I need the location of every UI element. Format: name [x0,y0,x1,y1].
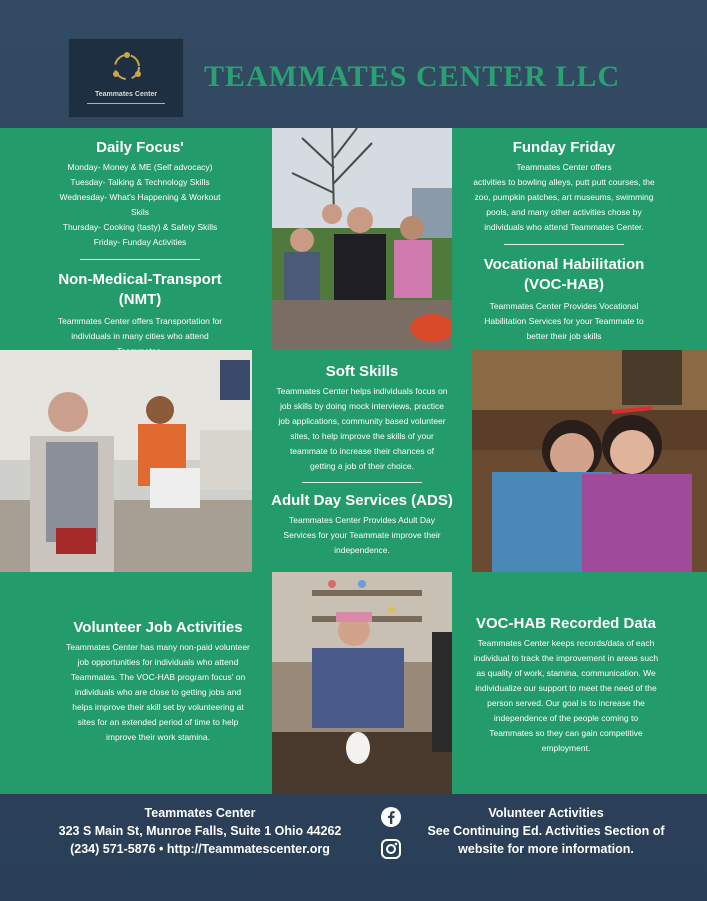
text-line: Teammates Center Provides Adult Day [289,515,435,525]
photo-group-picnic-table [272,128,452,350]
ads-text [262,513,462,558]
funday-text [458,160,670,235]
text-line: zoo, pumpkin patches, art museums, swimming [474,192,654,202]
text-line: job opportunities for individuals who attend [77,657,239,667]
text-line: person served. Our goal is to increase the [487,698,645,708]
voc-hab-heading-line1: Vocational Habilitation [483,256,645,273]
daily-focus-list [50,160,230,250]
logo-underline [87,103,165,104]
funday-heading: Funday Friday [512,139,616,156]
photo-man-painting-craft [272,572,452,794]
volunteer-heading: Volunteer Job Activities [73,619,243,636]
footer-volunteer-line3: website for more information. [458,842,634,856]
footer-address: 323 S Main St, Munroe Falls, Suite 1 Ohio 44262 [58,824,342,838]
soft-skills-text [262,384,462,474]
divider [80,259,200,260]
text-line: independence of the people coming to [493,713,639,723]
funday-section [458,138,670,344]
list-item: Wednesday- What's Happening & Workout Skils [59,192,221,217]
text-line: improve their work stamina. [106,732,210,742]
list-item: Tuesday- Talking & Technology Skills [70,177,210,187]
text-line: Teammates so they can gain competitive [489,728,643,738]
footer-volunteer-title: Volunteer Activities [488,806,604,820]
text-line: independence. [334,545,390,555]
text-line: Teammates Center offers Transportation for [57,316,223,326]
text-line: employment. [541,743,591,753]
text-line: helps improve their skill set by volunteering at [72,702,244,712]
text-line: activities to bowling alleys, putt putt courses, the [473,177,655,187]
text-line: Teammates Center has many non-paid volunteer [66,642,250,652]
text-line: sites, to help improve the skills of your [290,431,434,441]
nmt-heading-line1: Non-Medical-Transport [58,271,222,288]
footer-org-name: Teammates Center [144,806,256,820]
instagram-icon[interactable] [380,838,402,860]
text-line: Services for your Teammate improve their [283,530,441,540]
text-line: sites for an extended period of time to help [77,717,239,727]
nmt-heading-line2: (NMT) [118,291,162,308]
text-line: Habilitation Services for your Teammate to [484,316,644,326]
text-line: teammate to increase their chances of [289,446,435,456]
logo-icon [107,47,147,87]
text-line: pools, and many other activities chose by [486,207,642,217]
recorded-data-text [458,636,674,756]
list-item: Thursday- Cooking (tasty) & Safety Skills [62,222,218,232]
text-line: Teammates Center helps individuals focus on [276,386,448,396]
soft-skills-section [262,362,462,558]
facebook-icon[interactable] [380,806,402,828]
recorded-data-section [458,614,674,756]
text-line: Teammates. The VOC-HAB program focus' on [70,672,246,682]
volunteer-text [52,640,264,745]
text-line: job skills by doing mock interviews, practice [280,401,444,411]
text-line: individual to track the improvement in areas such [473,653,659,663]
voc-hab-text [458,299,670,344]
text-line: individuals who are close to getting jobs and [74,687,242,697]
voc-hab-heading-line2: (VOC-HAB) [524,276,604,293]
footer-volunteer-line2: See Continuing Ed. Activities Section of [427,824,665,838]
text-line: individuals in many cities who attend [71,331,209,341]
volunteer-section [52,618,264,745]
footer-contact [40,804,360,858]
text-line: Teammates Center Provides Vocational [489,301,639,311]
text-line: Teammates Center offers [516,162,612,172]
recorded-data-heading: VOC-HAB Recorded Data [475,615,657,632]
daily-focus-heading: Daily Focus' [96,139,184,156]
photo-two-women-smiling [472,350,707,572]
text-line: Teammates Center keeps records/data of each [477,638,655,648]
text-line: better their job skills [526,331,602,341]
footer-phone-website[interactable]: (234) 571-5876 • http://Teammatescenter.org [70,842,330,856]
list-item: Friday- Funday Activities [93,237,187,247]
divider [504,244,624,245]
text-line: individualize our support to meet the need of the [475,683,657,693]
text-line: job applications, community based volunteer [278,416,446,426]
daily-focus-section [50,138,230,359]
text-line: individuals who attend Teammates Center. [484,222,644,232]
divider [302,482,422,483]
soft-skills-heading: Soft Skills [325,363,399,380]
ads-heading: Adult Day Services (ADS) [271,492,453,509]
text-line: getting a job of their choice. [310,461,414,471]
list-item: Monday- Money & ME (Self advocacy) [67,162,213,172]
photo-two-men-indoors [0,350,252,572]
text-line: as quality of work, stamina, communication. We [476,668,656,678]
footer-volunteer [418,804,674,858]
logo [68,38,184,118]
logo-text: Teammates Center [94,91,158,98]
page-title: TEAMMATES CENTER LLC [204,60,621,93]
